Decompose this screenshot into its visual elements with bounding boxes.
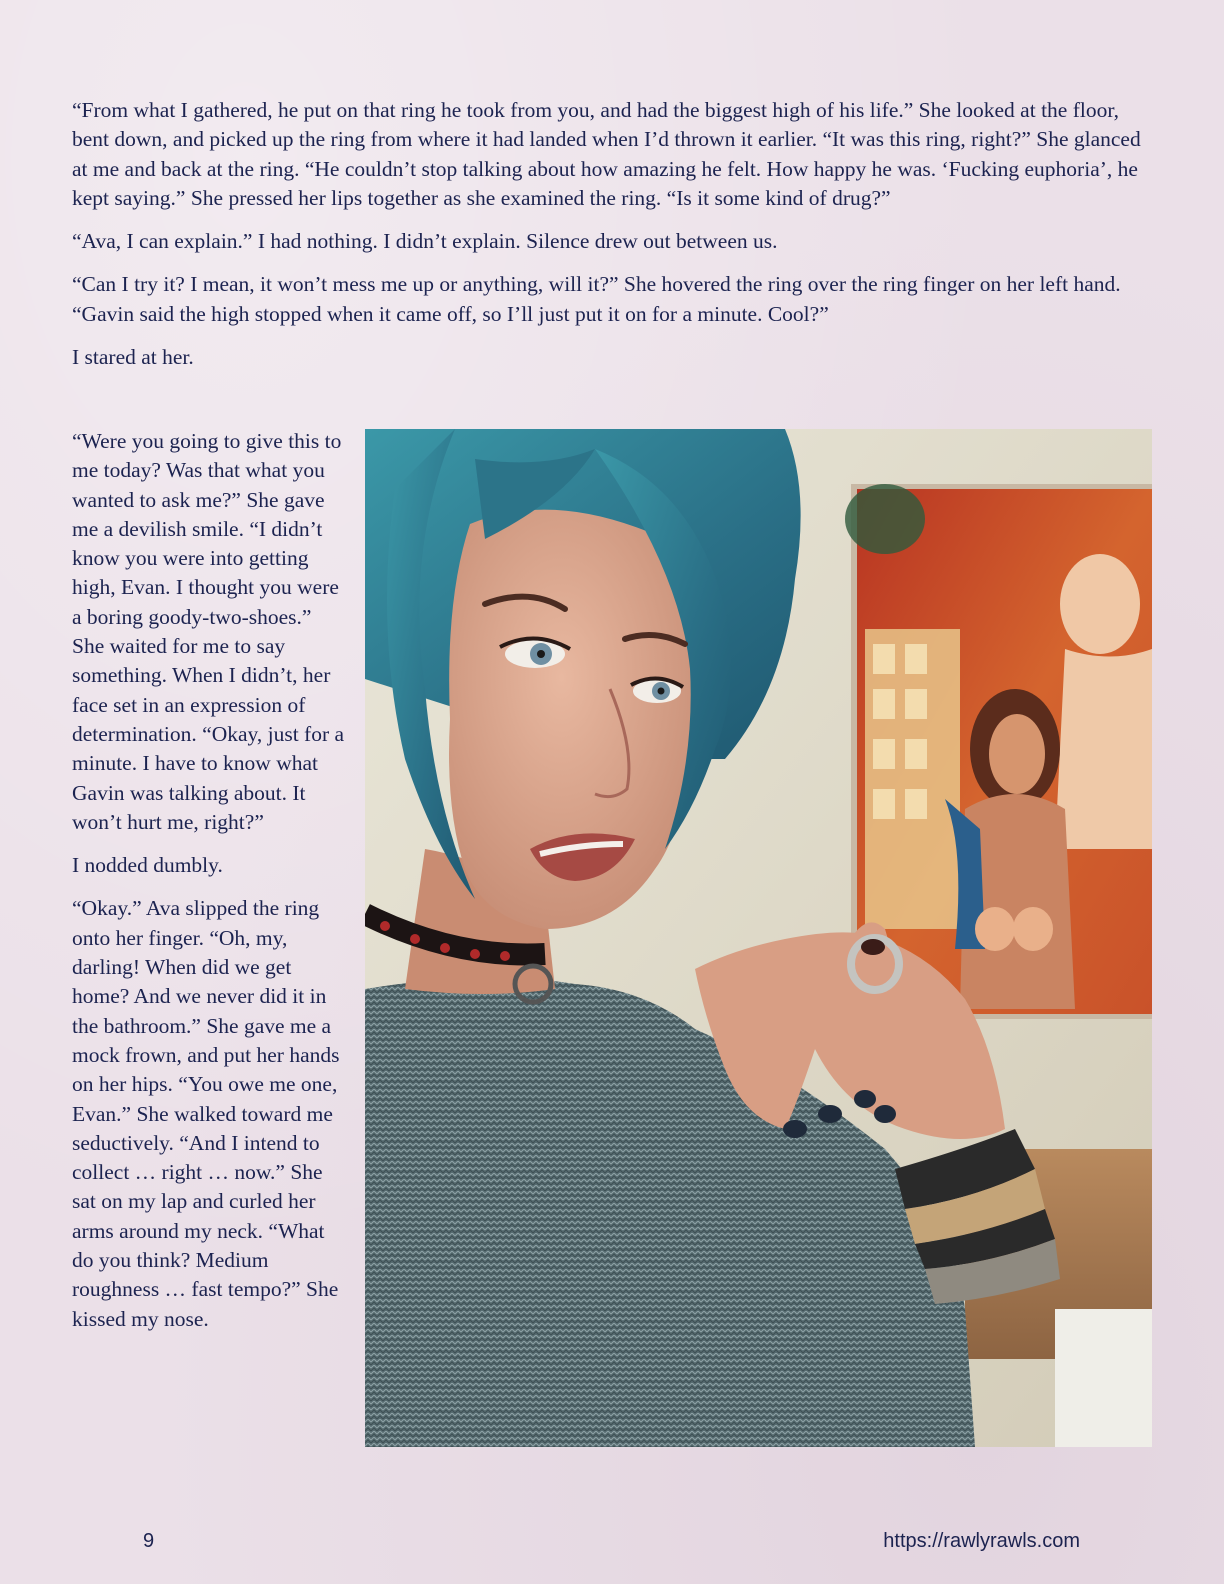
- paragraph: “Can I try it? I mean, it won’t mess me up or anything, will it?” She hovered the ring over the ring finger on her left hand. “Gavin said the high stopped when it came off, so I’ll just put it on for a minute. Cool?”: [72, 272, 1121, 326]
- paragraph: “Okay.” Ava slipped the ring onto her finger. “Oh, my, darling! When did we get home? And we never did it in the bathroom.” She gave me a mock frown, and put her hands on her hips. “You owe me one, Evan.” She walked toward me seductively. “And I intend to collect … right … now.” She sat on my lap and curled her arms around my neck. “What do you think? Medium roughness … fast tempo?” She kissed my nose.: [72, 896, 340, 1331]
- paragraph: “Were you going to give this to me today? Was that what you wanted to ask me?” She gave me a devilish smile. “I didn’t know you were into getting high, Evan. I thought you were a boring goody-two-shoes.” She waited for me to say something. When I didn’t, her face set in an expression of determination. “Okay, just for a minute. I have to know what Gavin was talking about. It won’t hurt me, right?”: [72, 429, 345, 834]
- top-text-block: [72, 96, 1154, 386]
- paragraph: I stared at her.: [72, 345, 194, 370]
- wall-poster: [845, 484, 1152, 1019]
- paragraph: I nodded dumbly.: [72, 853, 223, 878]
- page-number: 9: [143, 1530, 155, 1552]
- paragraph: “Ava, I can explain.” I had nothing. I didn’t explain. Silence drew out between us.: [72, 229, 778, 254]
- footer-url-link[interactable]: https://rawlyrawls.com: [883, 1530, 1080, 1552]
- paragraph: “From what I gathered, he put on that ring he took from you, and had the biggest high of his life.” She looked at the floor, bent down, and picked up the ring from where it had landed when I’d thrown it earlier. “It was this ring, right?” She glanced at me and back at the ring. “He couldn’t stop talking about how amazing he felt. How happy he was. ‘Fucking euphoria’, he kept saying.” She pressed her lips together as she examined the ring. “Is it some kind of drug?”: [72, 98, 1141, 210]
- story-illustration: [365, 429, 1152, 1447]
- side-text-column: [72, 427, 348, 1348]
- illustration-art: [365, 429, 1152, 1447]
